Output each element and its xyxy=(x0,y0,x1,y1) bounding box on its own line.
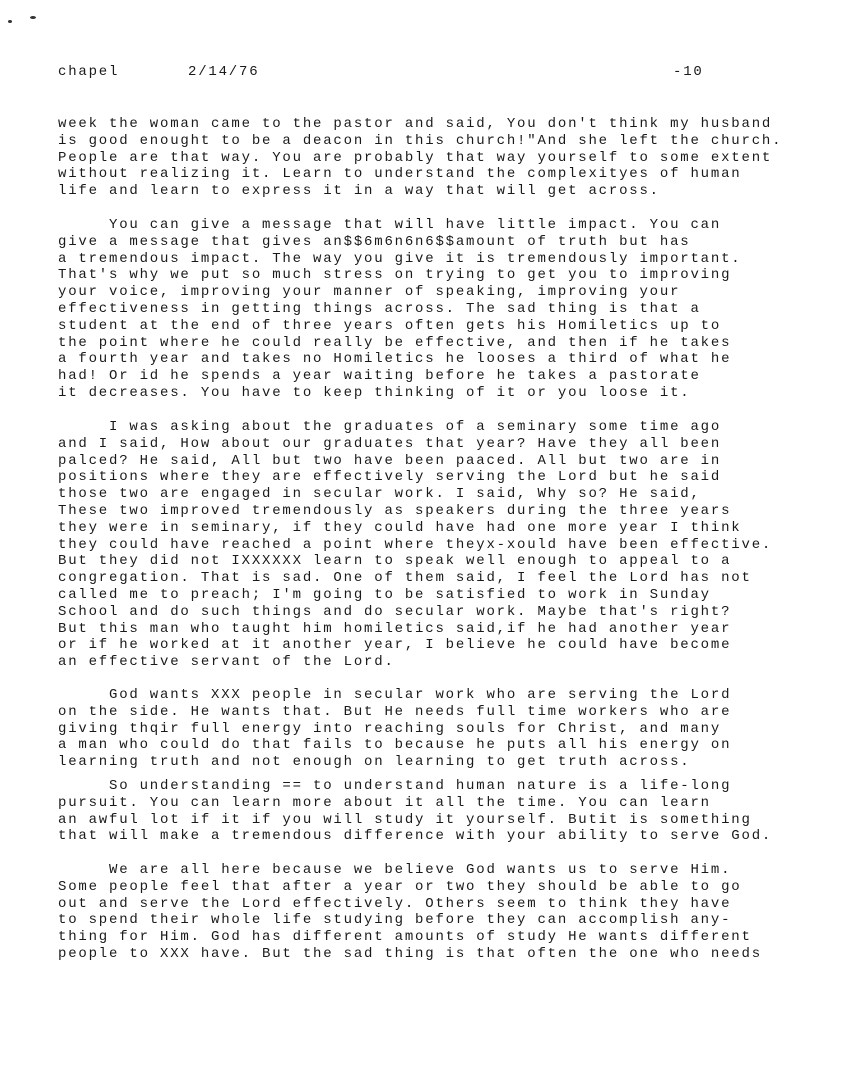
paragraph xyxy=(58,116,782,200)
text-line: people to XXX have. But the sad thing is that often the one who needs xyxy=(58,945,762,962)
ink-speck xyxy=(8,20,12,23)
paragraph xyxy=(58,217,742,402)
text-line: on the side. He wants that. But He needs full time workers who are xyxy=(58,703,732,720)
text-line: an effective servant of the Lord. xyxy=(58,654,395,671)
text-line: congregation. That is sad. One of them said, I feel the Lord has not xyxy=(58,570,752,587)
text-line: without realizing it. Learn to understand the complexityes of human xyxy=(58,166,742,183)
text-line: That's why we put so much stress on trying to get you to improving xyxy=(58,267,732,284)
ink-speck xyxy=(30,16,36,19)
text-line: positions where they are effectively serving the Lord but he said xyxy=(58,469,722,486)
text-line: is good enought to be a deacon in this church!"And she left the church. xyxy=(58,132,783,149)
text-line: out and serve the Lord effectively. Others seem to think they have xyxy=(58,895,732,912)
text-line: People are that way. You are probably that way yourself to some extent xyxy=(58,149,773,166)
text-line: learning truth and not enough on learning to get truth across. xyxy=(58,754,691,771)
text-line: So understanding == to understand human nature is a life-long xyxy=(109,778,732,794)
text-line: pursuit. You can learn more about it all the time. You can learn xyxy=(58,794,711,811)
text-line: called me to preach; I'm going to be satisfied to work in Sunday xyxy=(58,586,711,603)
text-line: they were in seminary, if they could have had one more year I think xyxy=(58,519,742,536)
text-line: giving thqir full energy into reaching souls for Christ, and many xyxy=(58,720,722,737)
text-line: palced? He said, All but two have been paaced. All but two are in xyxy=(58,452,722,469)
text-line: But this man who taught him homiletics said,if he had another year xyxy=(58,620,732,637)
text-line: had! Or id he spends a year waiting before he takes a pastorate xyxy=(58,368,701,385)
text-line: or if he worked at it another year, I believe he could have become xyxy=(58,637,732,654)
text-line: life and learn to express it in a way that will get across. xyxy=(58,183,660,200)
text-line: You can give a message that will have little impact. You can xyxy=(109,217,722,233)
header-date: 2/14/76 xyxy=(188,64,260,80)
text-line: those two are engaged in secular work. I said, Why so? He said, xyxy=(58,486,701,503)
header-page-number: -10 xyxy=(673,64,704,80)
text-line: effectiveness in getting things across. The sad thing is that a xyxy=(58,300,701,317)
text-line: Some people feel that after a year or two they should be able to go xyxy=(58,878,742,895)
paragraph xyxy=(58,778,772,845)
text-line: School and do such things and do secular work. Maybe that's right? xyxy=(58,603,732,620)
text-line: your voice, improving your manner of speaking, improving your xyxy=(58,284,681,301)
text-line: a tremendous impact. The way you give it is tremendously important. xyxy=(58,250,742,267)
text-line: But they did not IXXXXXX learn to speak well enough to appeal to a xyxy=(58,553,732,570)
paragraph xyxy=(58,862,762,963)
text-line: to spend their whole life studying before they can accomplish any- xyxy=(58,912,732,929)
text-line: and I said, How about our graduates that year? Have they all been xyxy=(58,435,722,452)
text-line: student at the end of three years often gets his Homiletics up to xyxy=(58,317,722,334)
paragraph xyxy=(58,419,772,671)
text-line: it decreases. You have to keep thinking of it or you loose it. xyxy=(58,384,691,401)
text-line: God wants XXX people in secular work who are serving the Lord xyxy=(109,687,732,703)
paragraph xyxy=(58,687,731,771)
text-line: the point where he could really be effective, and then if he takes xyxy=(58,334,732,351)
text-line: give a message that gives an$$6m6n6n6$$amount of truth but has xyxy=(58,233,691,250)
text-line: week the woman came to the pastor and said, You don't think my husband xyxy=(58,116,773,132)
text-line: a man who could do that fails to because he puts all his energy on xyxy=(58,737,732,754)
text-line: These two improved tremendously as speakers during the three years xyxy=(58,502,732,519)
text-line: an awful lot if it if you will study it yourself. Butit is something xyxy=(58,811,752,828)
text-line: I was asking about the graduates of a seminary some time ago xyxy=(109,419,722,435)
text-line: they could have reached a point where theyx-xould have been effective. xyxy=(58,536,773,553)
text-line: thing for Him. God has different amounts of study He wants different xyxy=(58,929,752,946)
text-line: We are all here because we believe God wants us to serve Him. xyxy=(109,862,732,878)
text-line: a fourth year and takes no Homiletics he looses a third of what he xyxy=(58,351,732,368)
header-section: chapel xyxy=(58,64,120,80)
text-line: that will make a tremendous difference with your ability to serve God. xyxy=(58,828,773,845)
